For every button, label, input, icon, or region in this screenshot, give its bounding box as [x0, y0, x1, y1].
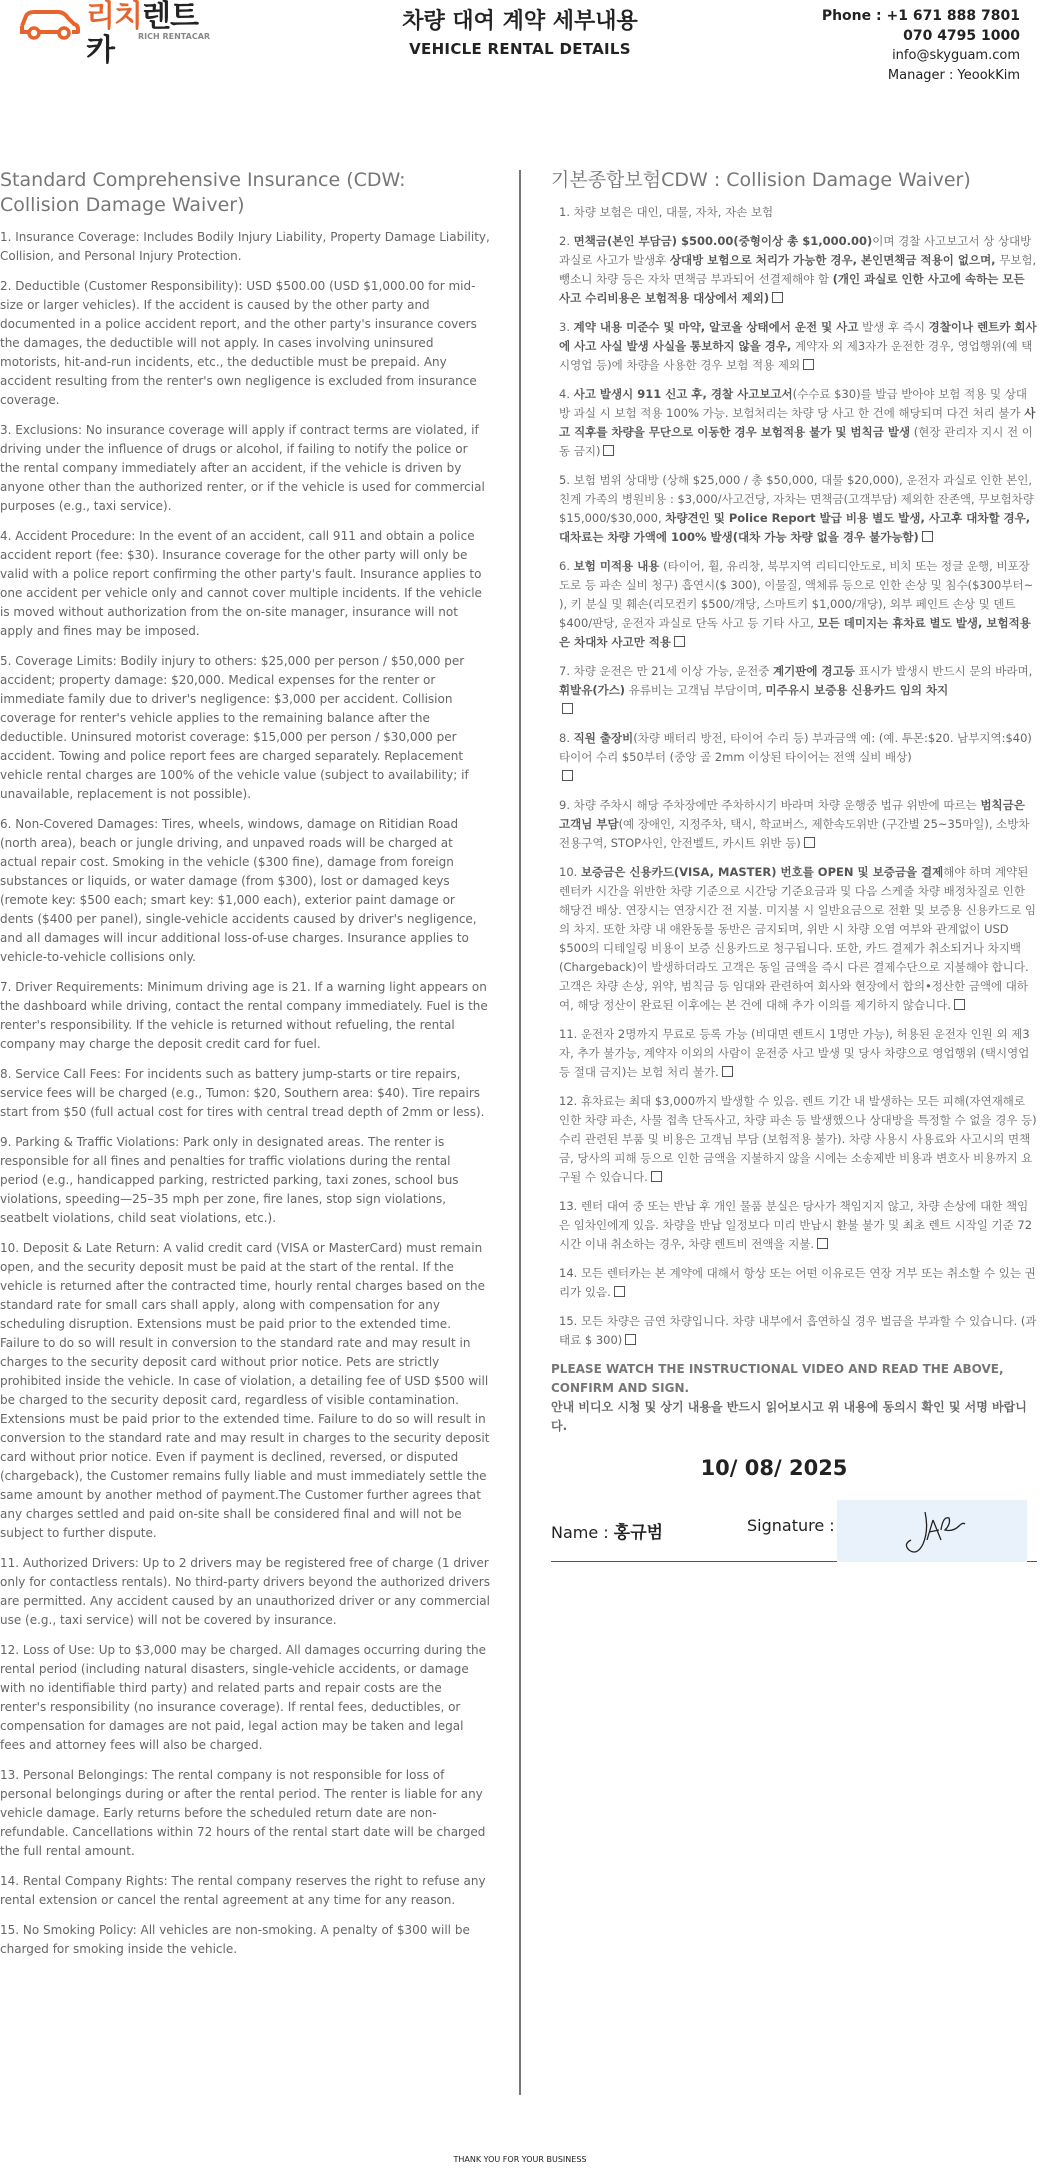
name-field [551, 1518, 663, 1543]
term-text-bold: 면책금(본인 부담금) $500.00(중형이상 총 $1,000.00) [573, 234, 873, 248]
term-item: 5. Coverage Limits: Bodily injury to others: $25,000 per person / $50,000 per accident; property damage: $20,000. Medical expenses for the renter or immediate family due to driver's negligence: $3,000 per accident. Collision coverage for renter's vehicle applies to the remaining balance after the deductible. Uninsured motorist coverage: $15,000 per person / $30,000 per accident. Towing and police report fees are charged separately. Replacement vehicle rental charges are 100% of the vehicle value (subject to availability; if unavailable, replacement is not possible). [0, 654, 469, 801]
term-item-kr-11 [551, 1025, 1037, 1082]
footer-text: THANK YOU FOR YOUR BUSINESS [453, 2155, 587, 2164]
korean-terms [551, 168, 1037, 1562]
signature-pad[interactable] [837, 1500, 1027, 1562]
term-text: 4. [559, 387, 574, 401]
term-text-bold: 사고 직후를 차량을 무단으로 이동한 경우 보험적용 불가 및 범칙금 발생 [559, 406, 1036, 439]
column-divider [519, 170, 521, 2095]
term-text-bold: 경찰이나 렌트카 회사에 사고 사실 발생 사실을 통보하지 않을 경우, [559, 320, 1037, 353]
term-text-bold: 차량견인 및 Police Report 발급 비용 별도 발생, 사고후 대차할 경우, 대차료는 차량 가액에 100% 발생(대차 가능 차량 없을 경우 불가능함) [559, 511, 1031, 544]
term-text: (차량 배터리 방전, 타이어 수리 등) 부과금액 예: (예. 투몬:$20. 남부지역:$40) 타이어 수리 $50부터 (중앙 골 2mm 이상된 타이어는 전액 실비 배상) [559, 731, 1032, 764]
page-title-kr: 차량 대여 계약 세부내용 [402, 9, 638, 34]
term-text-bold: 상대방 보험으로 처리가 가능한 경우, 본인면책금 적용이 없으며, [669, 253, 996, 267]
term-text-bold: 직원 출장비 [573, 731, 634, 745]
term-item: 4. Accident Procedure: In the event of an accident, call 911 and obtain a police accident report (fee: $30). Insurance coverage for the other party will only be valid with a police report confirming the other party's fault. Insurance applies to one accident per vehicle only and cannot cover multiple incidents. If the vehicle is moved without authorization from the on-site manager, insurance will not apply and fines may be imposed. [0, 529, 482, 638]
term-text: 1. 차량 보험은 대인, 대물, 자차, 자손 보험 [559, 205, 774, 219]
logo-brand-en: RICH RENTACAR [138, 32, 211, 41]
term-item-kr-3 [551, 318, 1037, 375]
term-text-bold: (개인 과실로 인한 사고에 속하는 모든 사고 수리비용은 보험적용 대상에서 제외) [559, 272, 1025, 305]
term-text: 2. [559, 234, 574, 248]
term-text: 6. [559, 559, 574, 573]
agree-checkbox[interactable] [722, 1066, 733, 1077]
name-value: 홍규범 [613, 1523, 664, 1543]
contract-date: 10/ 08/ 2025 [700, 1456, 848, 1480]
term-item: 2. Deductible (Customer Responsibility): USD $500.00 (USD $1,000.00 for mid-size or larger vehicles). If the accident is caused by the other party and documented in a police accident report, and the other party's insurance covers the damages, the deductible will not apply. In cases involving uninsured motorists, hit-and-run incidents, etc., the deductible must be prepaid. Any accident resulting from the renter's own negligence is excluded from insurance coverage. [0, 279, 477, 407]
agree-checkbox[interactable] [954, 999, 965, 1010]
name-label: Name : [551, 1523, 614, 1542]
term-item: 7. Driver Requirements: Minimum driving age is 21. If a warning light appears on the dashboard while driving, contact the rental company immediately. Fuel is the renter's responsibility. If the vehicle is returned without refueling, the rental company may charge the deposit credit card for fuel. [0, 980, 488, 1051]
signature-label: Signature : [747, 1516, 835, 1535]
notice-kr: 안내 비디오 시청 및 상기 내용을 반드시 읽어보시고 위 내용에 동의시 확인 및 서명 바랍니다. [551, 1400, 1027, 1433]
term-item: 1. Insurance Coverage: Includes Bodily Injury Liability, Property Damage Liability, Collision, and Personal Injury Protection. [0, 230, 490, 263]
agree-checkbox[interactable] [772, 292, 783, 303]
notice-en: PLEASE WATCH THE INSTRUCTIONAL VIDEO AND READ THE ABOVE, CONFIRM AND SIGN. [551, 1362, 1004, 1395]
term-text: 13. 렌터 대여 중 또는 반납 후 개인 물품 분실은 당사가 책임지지 않고, 차량 손상에 대한 책임은 임차인에게 있음. 차량을 반납 일정보다 미리 반납시 환불 불가 및 최초 렌트 시작일 기준 72시간 이내 취소하는 경우, 차량 렌트비 전액을 지불. [559, 1199, 1033, 1251]
term-text: 계약자 외 제3자가 운전한 경우, 영업행위(예 택시영업 등)에 차량을 사용한 경우 보험 적용 제외 [559, 339, 1033, 372]
header [0, 0, 1040, 100]
agree-checkbox[interactable] [614, 1286, 625, 1297]
term-item-kr-6 [551, 557, 1037, 652]
term-text: (타이어, 휠, 유리창, 북부지역 리티디안도로, 비치 또는 정글 운행, 비포장도로 등 파손 실비 청구) 흡연시($ 300), 이물질, 액체류 등으로 인한 손상 및 침수($300부터~ ), 키 분실 및 훼손(리모컨키 $500/개당, 스마트키 $1,000/개당), 외부 페인트 손상 및 덴트 $400/판당, 운전자 과실로 단독 사고 등 기타 사고, [559, 559, 1034, 630]
term-item-kr-13 [551, 1197, 1037, 1254]
term-item-kr-9 [551, 796, 1037, 853]
term-text: (예 장애인, 지정주차, 택시, 학교버스, 제한속도위반 (구간별 25~35마일), 소방차전용구역, STOP사인, 안전벨트, 카시트 위반 등) [559, 817, 1030, 850]
term-text-bold: 모든 데미지는 휴차료 별도 발생, 보험적용은 차대차 사고만 적용 [559, 616, 1031, 649]
term-text-bold: 계기판에 경고등 [773, 664, 855, 678]
term-item: 9. Parking & Traffic Violations: Park only in designated areas. The renter is responsible for all fines and penalties for traffic violations during the rental period (e.g., handicapped parking, restricted parking, taxi zones, school bus violations, speeding—25–35 mph per zone, fire lanes, stop sign violations, seatbelt violations, child seat violations, etc.). [0, 1135, 459, 1225]
term-text-bold: 휘발유(가스) [559, 683, 626, 697]
term-text-bold: 보증금은 신용카드(VISA, MASTER) 번호를 OPEN 및 보증금을 결제 [580, 865, 944, 879]
term-text: 10. [559, 865, 581, 879]
term-text: 14. 모든 렌터카는 본 계약에 대해서 항상 또는 어떤 이유로든 연장 거부 또는 취소할 수 있는 권리가 있음. [559, 1266, 1036, 1299]
term-text: (수수료 $30)를 발급 받아야 보험 적용 및 상대방 과실 시 보험 적용 100% 가능. 보험처리는 차량 당 사고 한 건에 해당되며 다건 처리 불가 [559, 387, 1027, 420]
signature-row [551, 1500, 1037, 1562]
term-item: 3. Exclusions: No insurance coverage will apply if contract terms are violated, if driving under the influence of drugs or alcohol, if failing to notify the police or the rental company immediately after an accident, if the vehicle is driven by anyone other than the authorized renter, or if the vehicle is used for commercial purposes (e.g., taxi service). [0, 423, 485, 513]
phone-secondary: 070 4795 1000 [903, 28, 1020, 44]
contact-block [822, 6, 1020, 86]
term-text: 무보험, 뺑소니 차량 등은 자차 면책금 부과되어 선결제해야 함 [559, 253, 1037, 286]
page-title-en: VEHICLE RENTAL DETAILS [409, 40, 631, 58]
term-text: 이며 경찰 사고보고서 상 상대방 과실로 사고가 발생후 [559, 234, 1032, 267]
term-item-kr-8 [551, 729, 1037, 786]
term-item-kr-2 [551, 232, 1037, 308]
term-text: 15. 모든 차량은 금연 차량입니다. 차량 내부에서 흡연하실 경우 벌금을 부과할 수 있습니다. (과태료 $ 300) [559, 1314, 1037, 1347]
term-text-bold: 범칙금은 고객님 부담 [559, 798, 1025, 831]
term-item-kr-12 [551, 1092, 1037, 1187]
company-logo [18, 0, 218, 68]
phone-primary: Phone : +1 671 888 7801 [821, 8, 1020, 24]
term-text: 유류비는 고객님 부담이며, [625, 683, 766, 697]
section-title-kr: 기본종합보험CDW : Collision Damage Waiver) [551, 169, 971, 191]
agree-checkbox[interactable] [625, 1334, 636, 1345]
term-item-kr-1 [551, 203, 1037, 222]
car-logo-icon [18, 4, 82, 40]
term-item-kr-4 [551, 385, 1037, 461]
agree-checkbox[interactable] [603, 445, 614, 456]
term-item-kr-7 [551, 662, 1037, 719]
manager: Manager : YeookKim [887, 68, 1020, 83]
agree-checkbox[interactable] [922, 531, 933, 542]
term-text: 12. 휴차료는 최대 $3,000까지 발생할 수 있음. 렌트 기간 내 발생하는 모든 피해(자연재해로 인한 차량 파손, 사물 접촉 단독사고, 차량 파손 등 발생했으나 상대방을 특정할 수 없을 경우 등) 수리 관련된 부품 및 비용은 고객님 부담 (보험적용 불가). 차량 사용시 사용료와 사고시의 면책금, 당사의 피해 등으로 인한 금액을 지불하지 않을 시에는 소송제반 비용과 변호사 비용까지 요구될 수 있습니다. [559, 1094, 1037, 1184]
email: info@skyguam.com [892, 48, 1020, 63]
term-item: 6. Non-Covered Damages: Tires, wheels, windows, damage on Ritidian Road (north area), beach or jungle driving, and unpaved roads will be charged at actual repair cost. Smoking in the vehicle ($300 fine), damage from foreign substances or liquids, or water damage (from $300), lost or damaged keys (remote key: $500 each; smart key: $1,000 each), exterior paint damage or dents ($400 per panel), single-vehicle accidents caused by driver's negligence, and all damages will incur additional loss-of-use charges. Insurance applies to vehicle-to-vehicle collisions only. [0, 817, 477, 964]
term-text: 5. 보험 범위 상대방 (상해 $25,000 / 총 $50,000, 대물 $20,000), 운전자 과실로 인한 본인, 친계 가족의 병원비용 : $3,000/사고건당, 자차는 면책금(고객부담) 제외한 잔존액, 무보험차량 $15,000/$30,000, [559, 473, 1034, 525]
agree-checkbox[interactable] [674, 636, 685, 647]
handwritten-signature [837, 1500, 1027, 1562]
term-text-bold: 계약 내용 미준수 및 마약, 알코올 상태에서 운전 및 사고 [573, 320, 859, 334]
section-title-en: Standard Comprehensive Insurance (CDW: Collision Damage Waiver) [0, 169, 406, 216]
term-text: (현장 관리자 지시 전 이동 금지) [559, 425, 1033, 458]
term-text: 11. 운전자 2명까지 무료로 등록 가능 (비대면 렌트시 1명만 가능), 허용된 운전자 인원 외 제3자, 추가 불가능, 계약자 이외의 사람이 운전중 사고 발생 및 당사 차량으로 영업행위 (택시영업 등 절대 금지)는 보험 처리 불가. [559, 1027, 1030, 1079]
term-text-bold: 사고 발생시 911 신고 후, 경찰 사고보고서 [573, 387, 793, 401]
term-text: 8. [559, 731, 574, 745]
agree-checkbox[interactable] [651, 1171, 662, 1182]
term-text: 7. 차량 운전은 만 21세 이상 가능, 운전중 [559, 664, 774, 678]
term-text: 발생 후 즉시 [858, 320, 929, 334]
logo-brand-b: 렌트카 [86, 0, 198, 68]
term-text: 3. [559, 320, 574, 334]
term-text-bold: 미주유시 보증용 신용카드 임의 차지 [765, 683, 949, 697]
agree-checkbox[interactable] [817, 1238, 828, 1249]
term-item: 15. No Smoking Policy: All vehicles are non-smoking. A penalty of $300 will be charged for smoking inside the vehicle. [0, 1923, 470, 1956]
logo-brand-a: 리치 [86, 0, 142, 34]
term-text: 9. 차량 주차시 해당 주차장에만 주차하시기 바라며 차량 운행중 법규 위반에 따르는 [559, 798, 981, 812]
agree-checkbox[interactable] [803, 359, 814, 370]
term-text: 해야 하며 계약된 렌터카 시간을 위반한 차량 기준으로 시간당 기준요금과 및 다음 스케줄 차량 배정차질로 인한 해당건 배상. 연장시는 연장시간 전 지불. 미지불 시 일반요금으로 전환 및 보증용 신용카드로 임의 차지. 또한 차량 내 애완동물 동반은 금지되며, 위반 시 차량 오염 여부와 관계없이 USD $500의 디테일링 비용이 보증 신용카드로 청구됩니다. 또한, 카드 결제가 취소되거나 차지백(Chargeback)이 발생하더라도 고객은 동일 금액을 즉시 다른 결제수단으로 지불해야 합니다. 고객은 차량 손상, 위약, 범칙금 등 임대와 관련하여 회사와 현장에서 합의•정산한 금액에 대하여, 해당 정산이 완료된 이후에는 본 건에 대해 추가 이의를 제기하지 않습니다. [559, 865, 1036, 1012]
term-item: 13. Personal Belongings: The rental company is not responsible for loss of personal belongings during or after the rental period. The renter is liable for any vehicle damage. Early returns before the scheduled return date are non-refundable. Cancellations within 72 hours of the rental start date will be charged the full rental amount. [0, 1768, 486, 1858]
agree-checkbox[interactable] [562, 770, 573, 781]
term-item: 14. Rental Company Rights: The rental company reserves the right to refuse any rental extension or cancel the rental agreement at any time for any reason. [0, 1874, 486, 1907]
term-item: 8. Service Call Fees: For incidents such as battery jump-starts or tire repairs, service fees will be charged (e.g., Tumon: $20, Southern area: $40). Tire repairs start from $50 (full actual cost for tires with central tread depth of 2mm or less). [0, 1067, 485, 1119]
term-item: 10. Deposit & Late Return: A valid credit card (VISA or MasterCard) must remain open, and the security deposit must be paid at the start of the rental. If the vehicle is returned after the contracted time, hourly rental charges based on the standard rate for small cars shall apply, along with compensation for any scheduling disruption. Extensions must be paid prior to the extended time. Failure to do so will result in conversion to the standard rate and may result in charges to the security deposit card without prior notice. Pets are strictly prohibited inside the vehicle. In case of violation, a detailing fee of USD $500 will be charged to the security deposit card, regardless of visible contamination. Extensions must be paid prior to the extended time. Failure to do so will result in conversion to the standard rate and may result in charges to the security deposit card without prior notice. Even if payment is declined, reversed, or disputed (chargeback), the Customer remains fully liable and must immediately settle the same amount by another method of payment.The Customer further agrees that any charges settled and paid on-site shall be considered final and will not be subject to further dispute. [0, 1241, 490, 1540]
term-item-kr-10 [551, 863, 1037, 1015]
agree-checkbox[interactable] [804, 837, 815, 848]
term-item-kr-5 [551, 471, 1037, 547]
agree-checkbox[interactable] [562, 703, 573, 714]
term-item-kr-15 [551, 1312, 1037, 1350]
term-text-bold: 보험 미적용 내용 [573, 559, 660, 573]
term-item: 12. Loss of Use: Up to $3,000 may be charged. All damages occurring during the rental period (including natural disasters, single-vehicle accidents, or damage with no identifiable third party) and related parts and repair costs are the renter's responsibility (no insurance coverage). If rental fees, deductibles, or compensation for damages are not paid, legal action may be taken and legal fees and attorney fees will also be charged. [0, 1643, 487, 1752]
term-item-kr-14 [551, 1264, 1037, 1302]
term-item: 11. Authorized Drivers: Up to 2 drivers may be registered free of charge (1 driver only for contactless rentals). No third-party drivers beyond the authorized drivers are permitted. Any accident caused by an unauthorized driver or any commercial use (e.g., taxi service) will not be covered by insurance. [0, 1556, 490, 1627]
english-terms [0, 168, 490, 1970]
term-text: 표시가 발생시 반드시 문의 바라며, [854, 664, 1033, 678]
